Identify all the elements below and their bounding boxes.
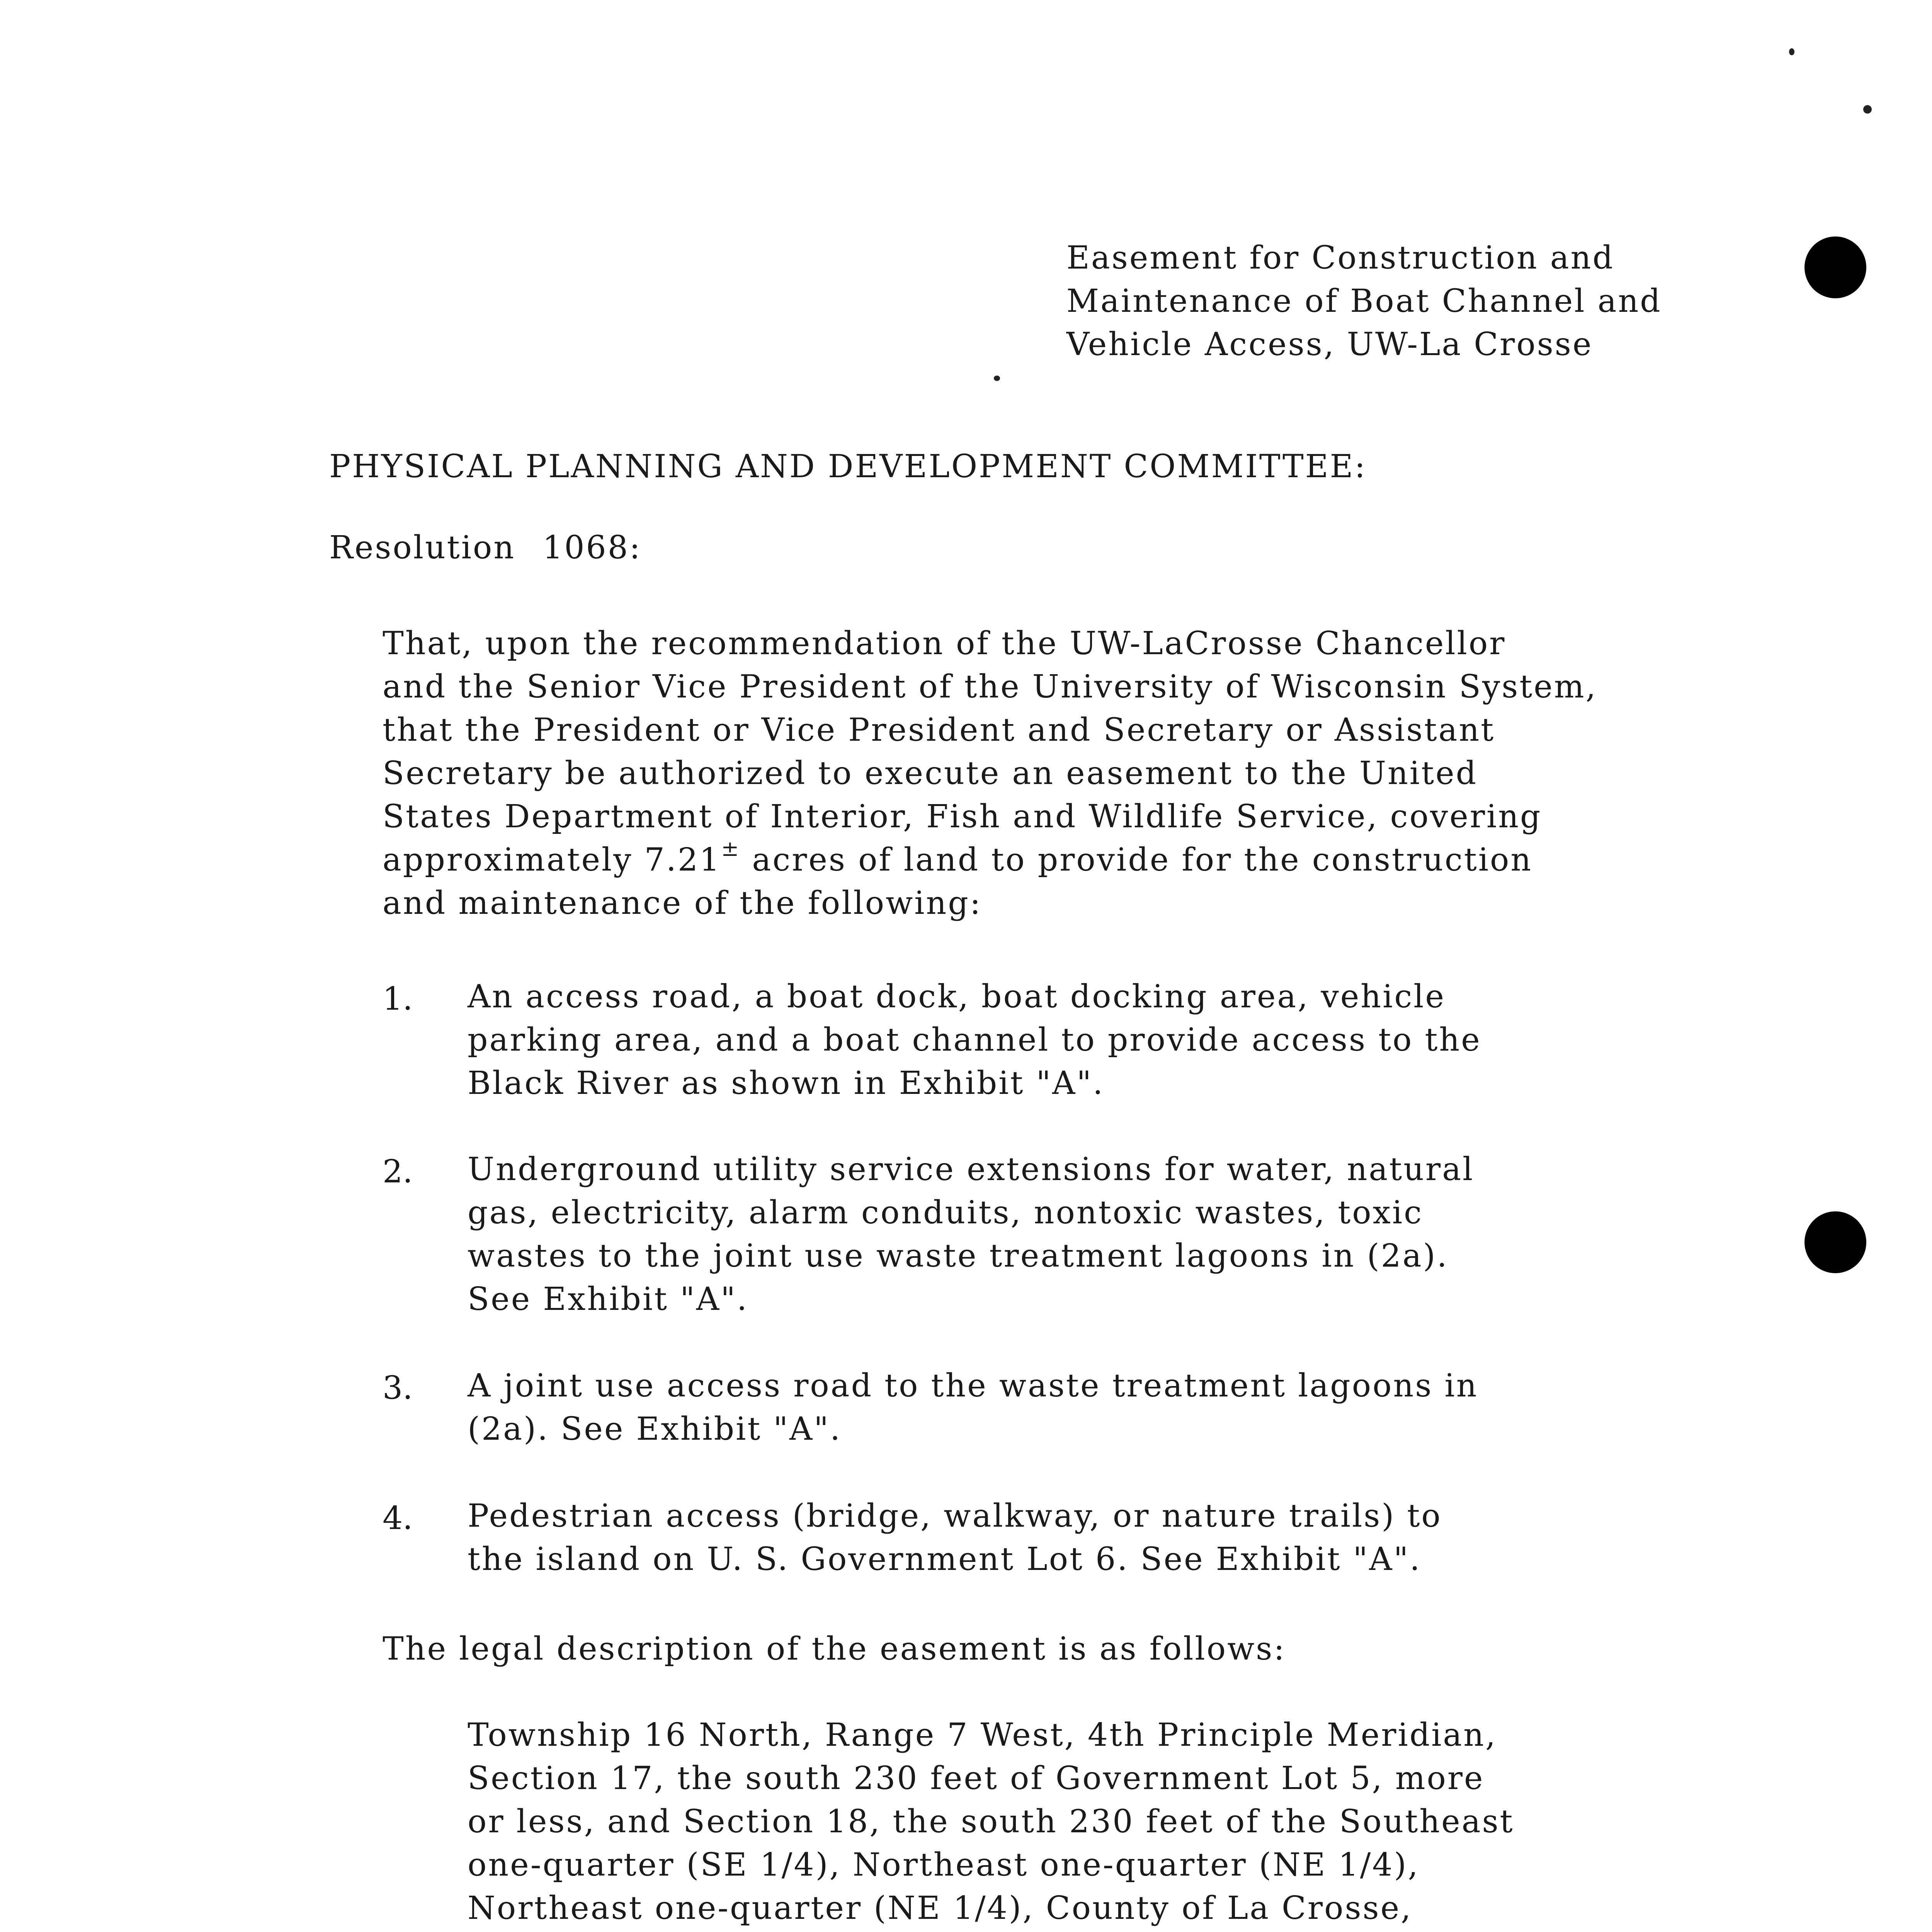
intro-line: and maintenance of the following: bbox=[383, 885, 982, 922]
resolution-word: Resolution bbox=[329, 529, 516, 566]
item-line: parking area, and a boat channel to provide access to the bbox=[468, 1022, 1481, 1058]
resolution-label bbox=[329, 529, 642, 566]
item-line: Pedestrian access (bridge, walkway, or nature trails) to bbox=[468, 1498, 1442, 1534]
legal-line: one-quarter (SE 1/4), Northeast one-quarter (NE 1/4), bbox=[468, 1847, 1420, 1883]
punch-hole-top bbox=[1804, 236, 1866, 298]
legal-intro: The legal description of the easement is as follows: bbox=[383, 1631, 1286, 1667]
item-number: 2. bbox=[383, 1153, 413, 1190]
plus-minus-sign: ± bbox=[721, 836, 741, 861]
item-number: 4. bbox=[383, 1500, 413, 1537]
intro-line: That, upon the recommendation of the UW-LaCrosse Chancellor bbox=[383, 625, 1506, 662]
committee-heading: PHYSICAL PLANNING AND DEVELOPMENT COMMITTEE: bbox=[329, 448, 1367, 485]
speck bbox=[1863, 105, 1872, 114]
intro-line: and the Senior Vice President of the University of Wisconsin System, bbox=[383, 668, 1597, 705]
speck bbox=[994, 376, 1000, 381]
document-header bbox=[1066, 236, 1662, 366]
header-line: Vehicle Access, UW-La Crosse bbox=[1066, 326, 1593, 363]
item-line: (2a). See Exhibit "A". bbox=[468, 1411, 842, 1447]
list-item bbox=[468, 1148, 1474, 1321]
resolution-number: 1068: bbox=[543, 529, 642, 566]
item-number: 1. bbox=[383, 981, 413, 1017]
header-line: Maintenance of Boat Channel and bbox=[1066, 283, 1662, 320]
item-line: Underground utility service extensions for water, natural bbox=[468, 1151, 1475, 1188]
list-item bbox=[468, 975, 1481, 1105]
list-item bbox=[468, 1364, 1478, 1451]
punch-hole-middle bbox=[1804, 1211, 1866, 1273]
item-line: the island on U. S. Government Lot 6. See Exhibit "A". bbox=[468, 1541, 1422, 1578]
legal-line: or less, and Section 18, the south 230 feet of the Southeast bbox=[468, 1803, 1514, 1840]
intro-paragraph bbox=[383, 622, 1597, 925]
intro-line-part: acres of land to provide for the construction bbox=[740, 842, 1533, 878]
legal-line: Township 16 North, Range 7 West, 4th Principle Meridian, bbox=[468, 1717, 1497, 1753]
legal-line bbox=[468, 1930, 1514, 1932]
item-line: A joint use access road to the waste treatment lagoons in bbox=[468, 1367, 1478, 1404]
legal-description bbox=[468, 1714, 1514, 1932]
item-line: gas, electricity, alarm conduits, nontoxic wastes, toxic bbox=[468, 1194, 1423, 1231]
intro-line: Secretary be authorized to execute an easement to the United bbox=[383, 755, 1478, 792]
legal-line: Northeast one-quarter (NE 1/4), County of La Crosse, bbox=[468, 1890, 1413, 1927]
intro-line bbox=[383, 838, 1597, 882]
item-number: 3. bbox=[383, 1370, 413, 1406]
legal-line: Section 17, the south 230 feet of Government Lot 5, more bbox=[468, 1760, 1485, 1797]
intro-line: that the President or Vice President and Secretary or Assistant bbox=[383, 712, 1495, 748]
intro-line-part: approximately 7.21 bbox=[383, 842, 721, 878]
header-line: Easement for Construction and bbox=[1066, 240, 1614, 276]
item-line: Black River as shown in Exhibit "A". bbox=[468, 1065, 1105, 1102]
speck bbox=[1789, 48, 1794, 55]
list-item bbox=[468, 1495, 1442, 1581]
intro-line: States Department of Interior, Fish and Wildlife Service, covering bbox=[383, 798, 1542, 835]
item-line: See Exhibit "A". bbox=[468, 1281, 748, 1318]
item-line: An access road, a boat dock, boat docking area, vehicle bbox=[468, 978, 1446, 1015]
item-line: wastes to the joint use waste treatment lagoons in (2a). bbox=[468, 1238, 1449, 1274]
